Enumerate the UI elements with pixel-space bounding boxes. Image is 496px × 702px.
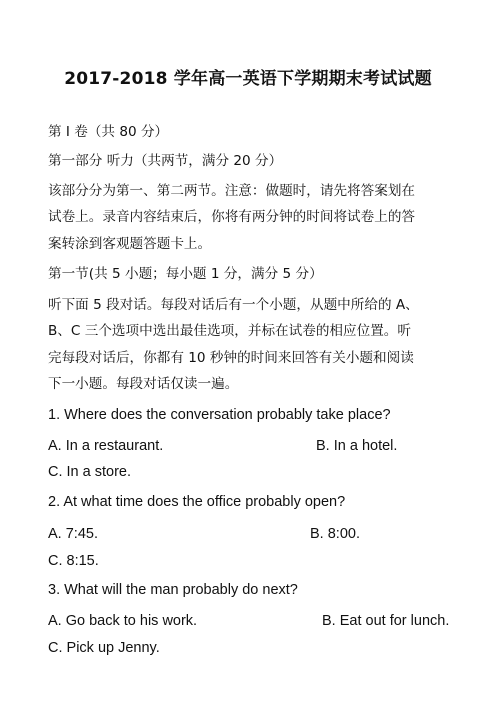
instruction-line: 听下面 5 段对话。每段对话后有一个小题，从题中所给的 A、 — [48, 297, 419, 313]
option-b: B. 8:00. — [310, 526, 360, 542]
instruction-line: B、C 三个选项中选出最佳选项，并标在试卷的相应位置。听 — [48, 323, 411, 339]
option-c: C. In a store. — [48, 464, 132, 480]
instruction-line: 完每段对话后，你都有 10 秒钟的时间来回答有关小题和阅读 — [48, 350, 414, 366]
section-heading: 第一部分 听力（共两节，满分 20 分） — [48, 153, 283, 169]
instruction-line: 该部分分为第一、第二两节。注意：做题时，请先将答案划在 — [48, 183, 416, 199]
question-stem: 2. At what time does the office probably open? — [48, 494, 346, 510]
option-a: A. 7:45. — [48, 526, 98, 542]
option-a: A. Go back to his work. — [48, 613, 198, 629]
option-c: C. 8:15. — [48, 553, 99, 569]
question-stem: 1. Where does the conversation probably take place? — [48, 407, 391, 423]
option-c: C. Pick up Jenny. — [48, 640, 160, 656]
document-title: 2017-2018 学年高一英语下学期期末考试试题 — [64, 69, 432, 89]
instruction-line: 试卷上。录音内容结束后，你将有两分钟的时间将试卷上的答 — [48, 209, 416, 225]
option-a: A. In a restaurant. — [48, 438, 164, 454]
instruction-line: 下一小题。每段对话仅读一遍。 — [48, 376, 239, 392]
question-stem: 3. What will the man probably do next? — [48, 582, 298, 598]
part-heading: 第 I 卷（共 80 分） — [48, 124, 169, 140]
option-b: B. In a hotel. — [316, 438, 398, 454]
subsection-heading: 第一节(共 5 小题；每小题 1 分，满分 5 分） — [48, 266, 323, 282]
instruction-line: 案转涂到客观题答题卡上。 — [48, 236, 212, 252]
option-b: B. Eat out for lunch. — [322, 613, 450, 629]
